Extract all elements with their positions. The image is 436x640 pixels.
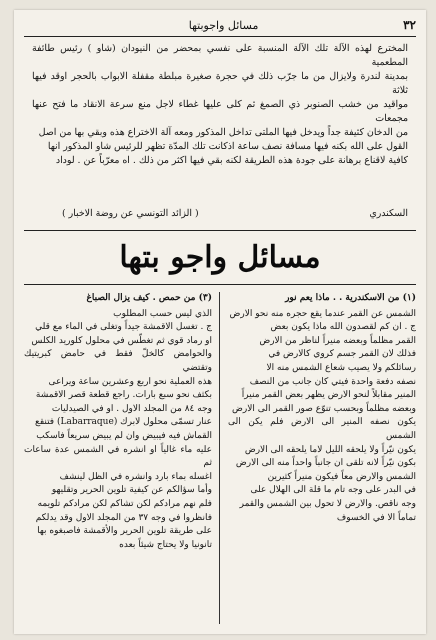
section-rule [24,230,416,231]
document-page [14,10,426,634]
answer-line: القمر مظلماً وبعضه منيراً لناظر من الارض [259,335,416,346]
answer-line: عليه ماء غالياً او انشره في الشمس عدة ساعات ثم [24,444,212,469]
section-title: مسائل واجو بتها [119,240,321,275]
question-text: من حمص . كيف يزال الصباغ [86,293,196,303]
answer-line: الشمس عن القمر عندما يقع حجره منه نحو الارض [229,308,416,319]
answer-line: ج . تغسل الاقمشة جيداً وتغلى في الماء مع قلي [35,322,212,333]
attribution-source: ( الزائد التونسي عن روضة الاخبار ) [62,208,199,219]
answer-line: وجه ناقص. والارض لا تحول بين الشمس والقمر [239,498,416,509]
answer-line: المنير مقابلاً لنحو الارض يظهر بعض القمر منيراً [241,390,416,401]
answer-line: وبعضه مظلماً وبحسب تنوّع صور القمر الى الارض [232,403,416,414]
answer-line: عنار تسمّى محلول لابرك (Labarraque) فتنقع [35,417,212,428]
attribution-city: السكندري [369,208,408,219]
intro-line: القول على الله بكنه فيها مسافة نصف ساعة اذكانت تلك المدّة تظهر للرئيس شاو المذكور انها [47,141,408,152]
answer-line: يكون نيّراً ولا يلحقه الليل لاما يلحقه الى الارض [244,444,416,455]
answer-line: او رماد قوي ثم تغطّس في محلول كلوريد الكلس [31,335,212,346]
answer-line: هذه العملية نحو اربع وعشرين ساعة ويراعى [48,376,212,387]
answer-line: بكون نيّراً لانه تلقى ان جانباً واحداً منه الى الارض [235,458,416,469]
answer-line: القماش فيه فيبيض وان لم يبيض سريعاً فاسكب [36,430,212,441]
answer-line: ج . ان كم لقصدون الله ماذا يكون بعض [270,322,416,333]
title-rule [24,284,416,285]
left-column [24,292,212,626]
answer-line: تانونيا ولا يحتاج شيئاً بعده [119,539,212,550]
answer-line: الشمس والارض معاً فيكون منيراً كثيرين [267,471,416,482]
answer-line: في البدر على وجه تام ما قلة الى الهلال على [250,485,416,496]
question-number: (٣) [198,293,212,303]
right-column [228,292,416,626]
answer-line: الذي ليس حسب المطلوب [113,308,212,319]
column-divider [219,292,220,624]
answer-line: بكثف نحو سبع بارات. راجع قطعة قصر الاقمشة [35,390,212,401]
answer-line: رسائلكم ولا يصيب شعاع الشمس منه الا [266,362,416,373]
intro-line: كافية لاقناع برهانة على جودة هذه الطريقة لكنه بقي فيها اكثر من ذلك . اه معرّباً عن . لوداد [55,155,408,166]
answer-line: والحوامض كالخلّ فقط في حامض كبريتيك وتقتضي [24,349,212,373]
intro-line: من الدخان كثيفة جداً ويدخل فيها الملتى تداخل المذكور ومعه آلة الاختراع هذه وبقي بها من اصل [38,127,408,138]
question-1: (١) من الاسكندرية . . ماذا يعم نور [285,293,416,303]
answer-line: فذلك لان القمر جسم كروي كالارض في [268,349,416,360]
answer-line: نصفه دفعة واحدة فيتي كان جانب من النصف [249,376,416,387]
answer-line: اغسله بماء بارد وانشره في الظل لينشف [59,471,212,482]
answer-line: فانظروا في وجه ٣٧ من المجلد الاول وقد يدلكم [35,512,212,523]
intro-line: المخترع لهذه الآلة تلك الآلة المنسبة على نفسي بمحضر من النيودان (شاو ) رئيس طائفة المطعمية [32,43,408,68]
answer-line: فلم نهم مرادكم لكن تشاكم لكن مرادكم تلويمه [37,498,212,509]
intro-paragraph [32,42,408,218]
question-3 [24,292,212,306]
answer-line: وجه ٨٤ من المجلد الاول . او في الصيدليات [51,403,212,414]
answer-line: على طريقة تلوين الحرير والأقمشة فاصبغوه بها [37,526,212,537]
page-number: ٣٢ [403,18,416,32]
intro-attribution [32,208,408,224]
answer-line: يكون نصفه المنير الى الارض فلم يكن الى الشمس [228,417,416,441]
answer-line: تماماً الا في الخسوف [336,512,416,523]
intro-line: بمدينة لندرة ولايزال من ما جرّب ذلك في حجرة صغيرة مبلطة مقفلة الابواب بالحجر اوقد فيها ثلاثة [32,71,408,96]
answer-line: وأما سؤالكم عن كيفية تلوين الحرير وتقليهو [51,485,212,496]
header-rule [24,36,416,37]
intro-line: مواقيد من خشب الصنوبر ذي الصمغ ثم كلى عليها غطاء لاجل منع سرعة الانقاد ما فتح عنها مجمعات [32,99,408,124]
page-header [24,16,416,34]
running-title: مسائل واجوبتها [188,18,259,32]
